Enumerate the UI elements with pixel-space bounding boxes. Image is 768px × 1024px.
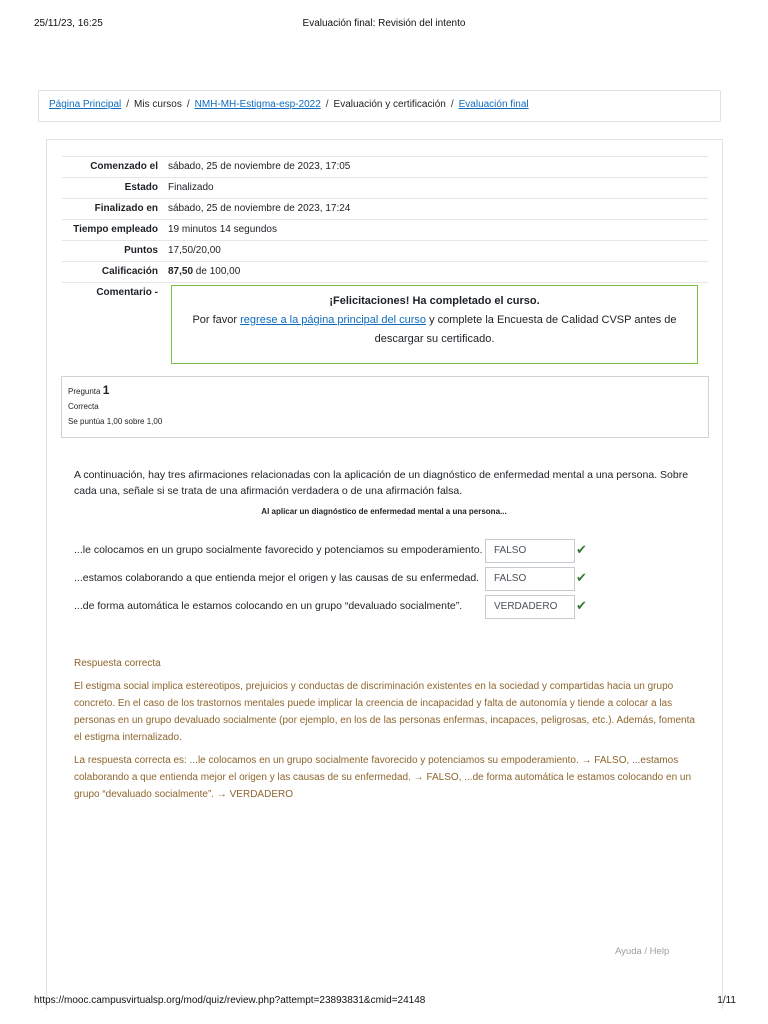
- answer-select[interactable]: VERDADERO: [485, 595, 575, 619]
- overall-feedback-box: [171, 285, 698, 364]
- statement-text: ...de forma automática le estamos colocando en un grupo “devaluado socialmente”.: [74, 600, 463, 612]
- finished-label: Finalizado en: [94, 203, 158, 214]
- check-icon: ✔: [576, 598, 587, 613]
- points-label: Puntos: [124, 245, 158, 256]
- breadcrumb-my-courses: Mis cursos: [134, 99, 182, 110]
- correct-answer-text: La respuesta correcta es: ...le colocamos en un grupo socialmente favorecido y potenciamos su empoderamiento. → FALSO, ...estamos colaborando a que entienda mejor el origen y las causas de su enfermedad. → FALSO, ...de forma automática le estamos colocando en un grupo “devaluado socialmente”. → VERDADERO: [74, 755, 692, 800]
- print-title: Evaluación final: Revisión del intento: [302, 18, 466, 29]
- statement-text: ...estamos colaborando a que entienda mejor el origen y las causas de su enfermedad.: [74, 572, 480, 584]
- feedback-text-before: Por favor: [192, 314, 241, 326]
- summary-row-finished: [62, 199, 708, 220]
- comment-label: Comentario -: [96, 287, 158, 298]
- help-link[interactable]: Ayuda / Help: [615, 946, 670, 957]
- breadcrumb: [38, 90, 721, 122]
- print-url: https://mooc.campusvirtualsp.org/mod/quiz/review.php?attempt=23893831&cmid=24148: [34, 995, 426, 1006]
- summary-row-started: [62, 157, 708, 178]
- breadcrumb-activity-link[interactable]: Evaluación final: [458, 99, 529, 110]
- statement-text: ...le colocamos en un grupo socialmente favorecido y potenciamos su empoderamiento.: [74, 544, 483, 556]
- question-subheading: Al aplicar un diagnóstico de enfermedad mental a una persona...: [261, 507, 507, 516]
- question-mark: Se puntúa 1,00 sobre 1,00: [68, 417, 163, 426]
- summary-row-points: [62, 241, 708, 262]
- state-label: Estado: [124, 182, 158, 193]
- course-home-link[interactable]: regrese a la página principal del curso: [240, 314, 427, 326]
- time-value: 19 minutos 14 segundos: [168, 224, 277, 235]
- answer-select[interactable]: FALSO: [485, 567, 575, 591]
- summary-row-time: [62, 220, 708, 241]
- summary-row-state: [62, 178, 708, 199]
- check-icon: ✔: [576, 570, 587, 585]
- time-label: Tiempo empleado: [73, 224, 158, 235]
- print-page-count: 1/11: [717, 995, 736, 1006]
- breadcrumb-separator: /: [325, 99, 329, 110]
- statement-row: [74, 539, 594, 563]
- started-label: Comenzado el: [90, 161, 158, 172]
- feedback-headline: ¡Felicitaciones! Ha completado el curso.: [329, 295, 540, 307]
- statement-row: [74, 567, 594, 591]
- breadcrumb-course-link[interactable]: NMH-MH-Estigma-esp-2022: [194, 99, 321, 110]
- grade-label: Calificación: [101, 266, 158, 277]
- question-number: 1: [102, 383, 110, 397]
- answer-feedback: [74, 655, 699, 809]
- breadcrumb-separator: /: [186, 99, 190, 110]
- grade-value: [164, 262, 708, 283]
- breadcrumb-home-link[interactable]: Página Principal: [49, 99, 122, 110]
- breadcrumb-separator: /: [450, 99, 454, 110]
- question-status: Correcta: [68, 402, 99, 411]
- print-footer: [0, 995, 768, 1009]
- finished-value: sábado, 25 de noviembre de 2023, 17:24: [168, 203, 351, 214]
- print-header: [0, 18, 768, 32]
- answer-select[interactable]: FALSO: [485, 539, 575, 563]
- grade-total: de 100,00: [193, 266, 241, 277]
- answer-heading: Respuesta correcta: [74, 658, 161, 669]
- check-icon: ✔: [576, 542, 587, 557]
- statement-row: [74, 595, 594, 619]
- question-text: A continuación, hay tres afirmaciones relacionadas con la aplicación de un diagnóstico de enfermedad mental a una persona. Sobre cada una, señale si se trata de una afirmación verdadera o de una afirmación falsa.: [74, 469, 689, 497]
- answer-explanation: El estigma social implica estereotipos, prejuicios y conductas de discriminación existentes en la sociedad y compartidas hacia un grupo concreto. En el caso de los trastornos mentales puede implicar la creencia de incapacidad y falta de autonomía y tiende a colocar a las personas en un grupo devaluado socialmente (por ejemplo, en los de las personas enfermas, incapaces, peligrosas, etc.). Además, fomenta el estigma internalizado.: [74, 681, 695, 743]
- grade-score: 87,50: [168, 266, 194, 277]
- points-value: 17,50/20,00: [168, 245, 221, 256]
- question-info-box: [61, 376, 709, 438]
- state-value: Finalizado: [168, 182, 214, 193]
- breadcrumb-separator: /: [126, 99, 130, 110]
- feedback-text-after: y complete la Encuesta de Calidad CVSP antes de descargar su certificado.: [374, 314, 677, 345]
- started-value: sábado, 25 de noviembre de 2023, 17:05: [168, 161, 351, 172]
- breadcrumb-section: Evaluación y certificación: [333, 99, 446, 110]
- question-label: Pregunta: [68, 387, 101, 396]
- print-datetime: 25/11/23, 16:25: [34, 18, 103, 29]
- summary-row-grade: [62, 262, 708, 283]
